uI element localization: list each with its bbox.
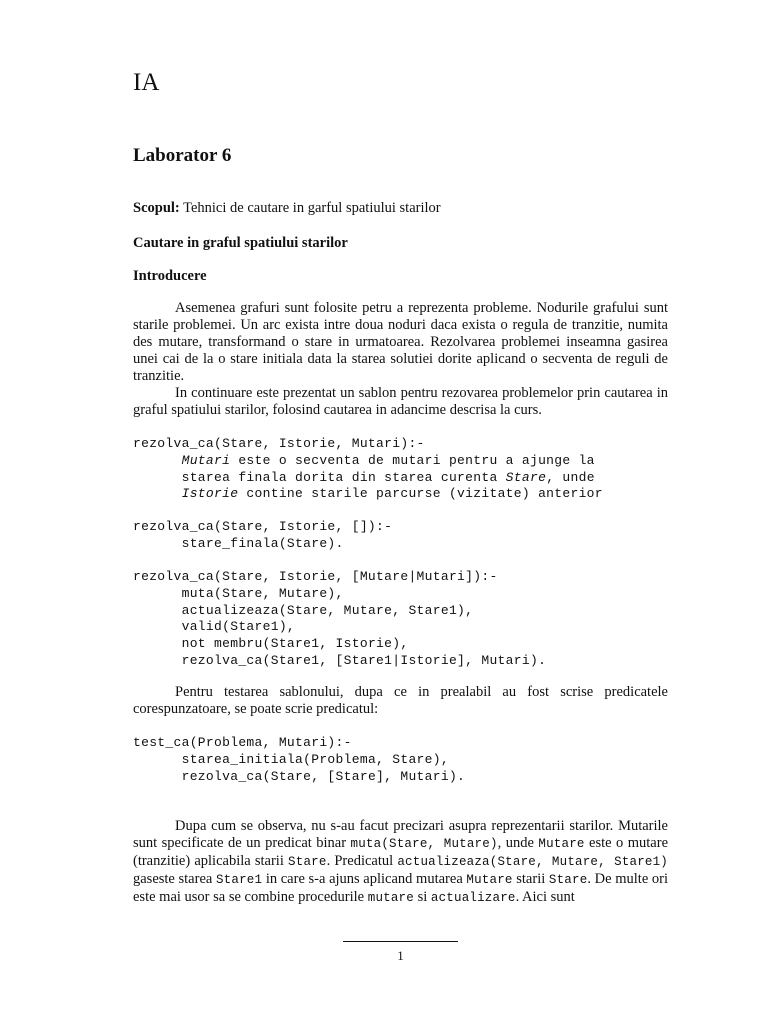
code-line: actualizeaza(Stare, Mutare, Stare1), <box>181 602 474 618</box>
code-comment: , unde <box>546 469 595 485</box>
lab-title: Laborator 6 <box>133 145 232 166</box>
code-line: rezolva_ca(Stare, [Stare], Mutari). <box>181 768 466 784</box>
code-block-1 <box>133 436 603 503</box>
paragraph-text: si <box>413 889 431 905</box>
inline-code: actualizare <box>430 891 516 905</box>
final-paragraph <box>133 818 668 907</box>
inline-code: Stare <box>548 873 588 887</box>
code-line: muta(Stare, Mutare), <box>181 585 344 601</box>
code-comment-var: Stare <box>505 469 547 485</box>
inline-code: Mutare <box>466 873 513 887</box>
inline-code: actualizeaza(Stare, Mutare, Stare1) <box>397 855 668 869</box>
page-number: 1 <box>397 948 404 963</box>
paragraph-text: . Predicatul <box>326 853 398 869</box>
subsection-title: Introducere <box>133 268 207 284</box>
course-title: IA <box>133 69 160 96</box>
code-line: rezolva_ca(Stare, Istorie, Mutari):- <box>133 436 425 451</box>
code-line: rezolva_ca(Stare, Istorie, []):- <box>133 519 393 534</box>
inline-code: Mutare <box>538 837 585 851</box>
inline-code: Stare <box>288 855 327 869</box>
paragraph-text: starii <box>512 871 549 887</box>
template-paragraph: In continuare este prezentat un sablon pentru rezovarea problemelor prin cautarea in graful spatiului starilor, folosind cautarea in adancime descrisa la curs. <box>133 385 668 418</box>
code-line: starea_initiala(Problema, Stare), <box>181 751 449 767</box>
code-line: test_ca(Problema, Mutari):- <box>133 735 352 750</box>
code-block-3 <box>133 569 546 670</box>
paragraph-text: . De multe ori este mai usor sa se combine procedurile <box>133 871 668 905</box>
section-title: Cautare in graful spatiului starilor <box>133 235 348 251</box>
paragraph-text: . Aici sunt <box>515 889 575 905</box>
code-block-4 <box>133 735 465 785</box>
scope-label: Scopul: <box>133 200 180 216</box>
code-block-2 <box>133 519 392 553</box>
code-line: rezolva_ca(Stare1, [Stare1|Istorie], Mutari). <box>181 652 547 668</box>
code-line: rezolva_ca(Stare, Istorie, [Mutare|Mutari]):- <box>133 569 498 584</box>
code-comment: este o secventa de mutari pentru a ajunge la <box>230 452 595 468</box>
inline-code: Stare1 <box>215 873 263 887</box>
code-comment-var: Istorie <box>181 486 239 502</box>
code-comment: contine starile parcurse (vizitate) anterior <box>238 486 603 502</box>
code-comment-var: Mutari <box>181 452 231 468</box>
paragraph-text: este o mutare (tranzitie) aplicabila starii <box>133 835 668 869</box>
code-line: stare_finala(Stare). <box>181 535 344 551</box>
intro-paragraph: Asemenea grafuri sunt folosite petru a reprezenta probleme. Nodurile grafului sunt starile problemei. Un arc exista intre doua noduri daca exista o regula de tranzitie, numita des mutare, transformand o stare in urmatoarea. Rezolvarea problemei inseamna gasirea unei cai de la o stare initiala data la starea solutiei dorite aplicand o secventa de reguli de tranzitie. <box>133 300 668 384</box>
inline-code: mutare <box>367 891 414 905</box>
code-comment: starea finala dorita din starea curenta <box>181 469 506 485</box>
code-line: not membru(Stare1, Istorie), <box>181 636 409 652</box>
paragraph-text: gaseste starea <box>133 871 216 887</box>
footer-divider <box>343 941 458 942</box>
paragraph-text: , unde <box>497 835 539 851</box>
scope-line <box>133 200 668 217</box>
paragraph-text: in care s-a ajuns aplicand mutarea <box>262 871 467 887</box>
scope-text: Tehnici de cautare in garful spatiului starilor <box>183 200 441 216</box>
inline-code: muta(Stare, Mutare) <box>350 837 498 851</box>
paragraph-text: Dupa cum se observa, nu s-au facut precizari asupra reprezentarii starilor. Mutarile sunt specificate de un predicat binar <box>133 818 668 851</box>
code-line: valid(Stare1), <box>181 619 296 635</box>
testing-paragraph: Pentru testarea sablonului, dupa ce in prealabil au fost scrise predicatele corespunzatoare, se poate scrie predicatul: <box>133 684 668 717</box>
